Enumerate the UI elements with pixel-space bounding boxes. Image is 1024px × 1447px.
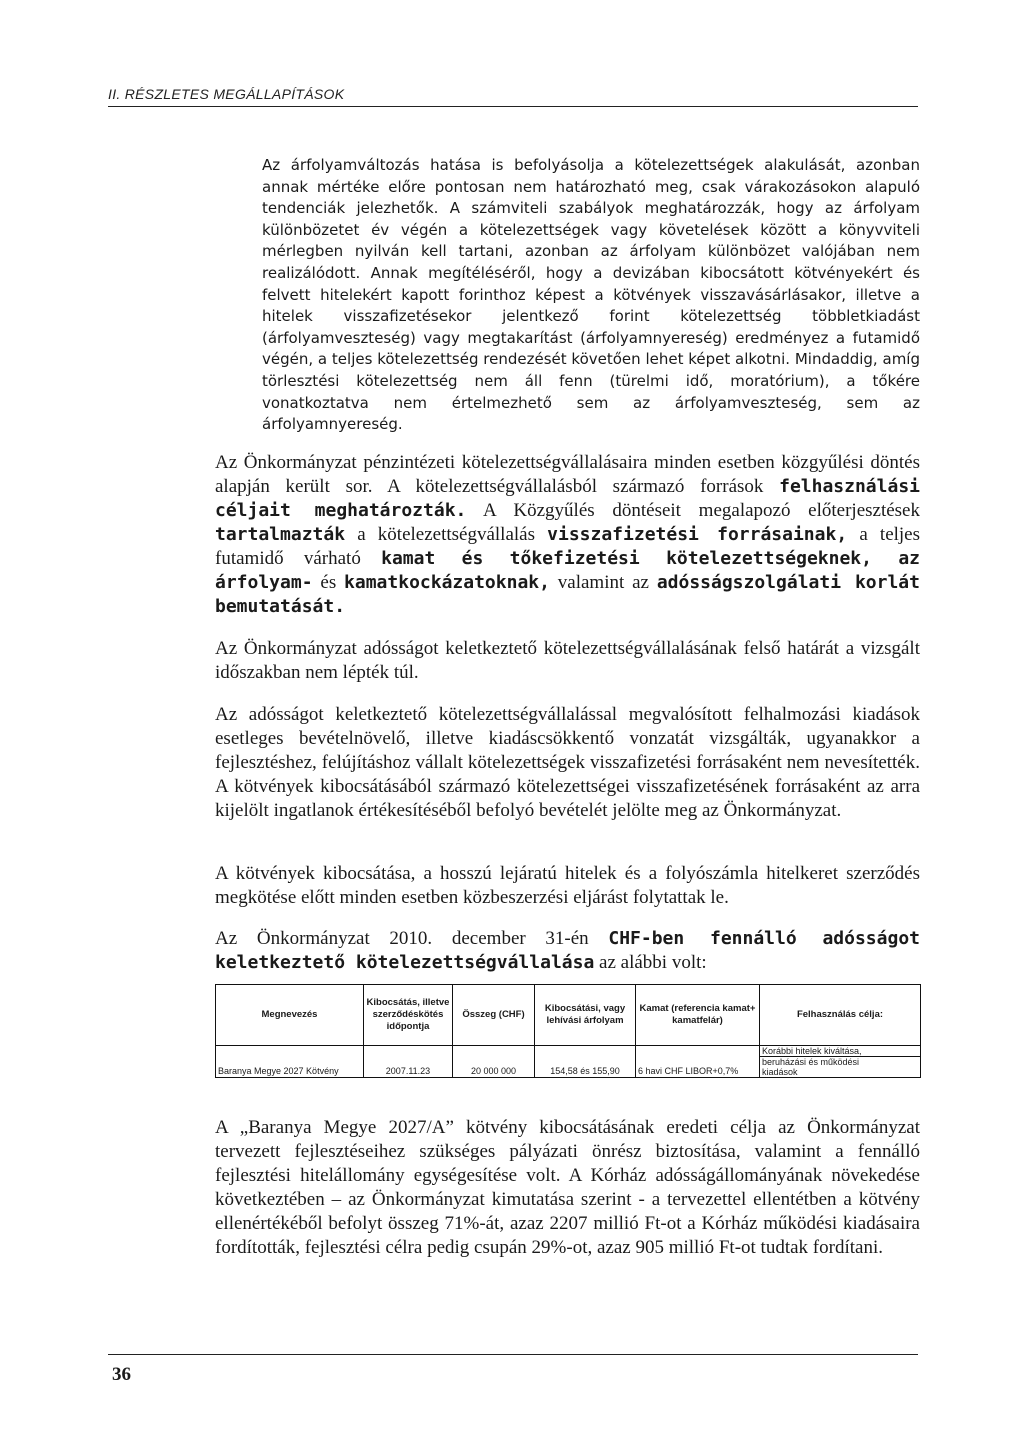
purpose-line: beruházási és működési [762,1057,860,1067]
purpose-line: Korábbi hitelek kiváltása, [760,1046,920,1057]
column-header: Kibocsátási, vagy lehívási árfolyam [535,985,636,1046]
chf-debt-intro-paragraph [215,927,920,975]
text-segment: a kötelezettségvállalás [345,524,548,545]
text-segment: A Közgyűlés döntéseit megalapozó előterjesztések [466,500,920,521]
text-segment: és [312,572,345,593]
bold-segment: CHF-ben fennálló adósságot keletkeztető kötelezettségvállalása [215,928,920,973]
baranya-bond-paragraph: A „Baranya Megye 2027/A” kötvény kibocsátásának eredeti célja az Önkormányzat tervezett fejlesztéseihez szükséges pályázati önrész biztosítása, valamint a fennálló fejlesztési hitelállomány egységesítése volt. A Kórház adósságállományának növekedése következtében – az Önkormányzat kimutatása szerint - a tervezettel ellentétben a kötvény ellenértékéből befolyt összeg 71%-át, azaz 2207 millió Ft-ot a Kórház működési kiadásaira fordították, fejlesztési célra pedig csupán 29%-ot, azaz 905 millió Ft-ot tudtak fordítani. [215,1117,920,1258]
footer-rule [108,1354,918,1355]
cell-date: 2007.11.23 [364,1046,453,1078]
cell-name: Baranya Megye 2027 Kötvény [216,1046,364,1078]
column-header: Kibocsátás, illetve szerződéskötés időpontja [364,985,453,1046]
text-segment: a teljes futamidő várható [215,524,921,569]
table-header-row [216,985,921,1046]
column-header: Kamat (referencia kamat+ kamatfelár) [636,985,760,1046]
exchange-rate-paragraph: Az árfolyamváltozás hatása is befolyásolja a kötelezettségek alakulását, azonban annak mértéke előre pontosan nem határozható meg, csak várakozásokon alapuló tendenciák jelezhetők. A számviteli szabályok meghatározzák, hogy az árfolyam különbözetet év végén a kötelezettségek vagy követelések között a könyvviteli mérlegben nyilván kell tartani, azonban az árfolyam különbözet valójában nem realizálódott. Annak megítéléséről, hogy a devizában kibocsátott kötvényekért és felvett hitelekért kapott forinthoz képest a kötvények visszavásárlásakor, illetve a hitelek visszafizetésekor jelentkező forint kötelezettség többletkiadást (árfolyamveszteség) vagy megtakarítást (árfolyamnyereség) eredményez a futamidő végén, a teljes kötelezettség rendezését követően lehet képet alkotni. Mindaddig, amíg törlesztési kötelezettség nem áll fenn (türelmi idő, moratórium), a tőkére vonatkoztatva nem értelmezhető sem az árfolyamveszteség, sem az árfolyamnyereség. [262,156,920,434]
text-segment: az alábbi volt: [594,952,707,973]
bold-segment: kamat és tőkefizetési kötelezettségeknek, az árfolyam- [215,548,920,593]
text-segment: valamint az [549,572,657,593]
cell-amount: 20 000 000 [453,1046,535,1078]
header-rule [108,106,918,107]
column-header: Felhasználás célja: [760,985,921,1046]
debt-expenditure-paragraph: Az adósságot keletkeztető kötelezettségvállalással megvalósított felhalmozási kiadások esetleges bevételnövelő, illetve kiadáscsökkentő vonzatát vizsgálták, ugyanakkor a fejlesztéshez, felújításhoz vállalt kötelezettségek visszafizetési forrásaként nem nevesítették. A kötvények kibocsátásából származó kötelezettségei visszafizetésének forrásaként az arra kijelölt ingatlanok értékesítéséből befolyó bevételét jelölte meg az Önkormányzat. [215,704,920,821]
page-header [108,86,918,107]
bold-segment: felhasználási céljait meghatározták. [215,476,920,521]
text-segment: Az Önkormányzat pénzintézeti kötelezettségvállalásaira minden esetben közgyűlési döntés alapján került sor. A kötelezettségvállalásból származó források [215,452,920,497]
council-decision-paragraph [215,451,920,619]
chf-debt-table [215,984,921,1078]
column-header: Összeg (CHF) [453,985,535,1046]
cell-interest: 6 havi CHF LIBOR+0,7% [636,1046,760,1078]
procurement-paragraph: A kötvények kibocsátása, a hosszú lejáratú hitelek és a folyószámla hitelkeret szerződés megkötése előtt minden esetben közbeszerzési eljárást folytattak le. [215,863,920,908]
column-header: Megnevezés [216,985,364,1046]
bold-segment: adósságszolgálati korlát bemutatását. [215,572,920,617]
cell-purpose [760,1046,921,1078]
purpose-line: kiadások [762,1067,798,1077]
table-row [216,1046,921,1078]
page-number: 36 [112,1364,131,1385]
cell-rate: 154,58 és 155,90 [535,1046,636,1078]
section-title: II. RÉSZLETES MEGÁLLAPÍTÁSOK [108,86,345,102]
bold-segment: tartalmazták [215,524,346,545]
text-segment: Az Önkormányzat 2010. december 31-én [215,928,609,949]
bold-segment: kamatkockázatoknak, [344,572,550,593]
debt-limit-paragraph: Az Önkormányzat adósságot keletkeztető kötelezettségvállalásának felső határát a vizsgált időszakban nem lépték túl. [215,638,920,683]
bold-segment: visszafizetési forrásainak, [547,524,848,545]
